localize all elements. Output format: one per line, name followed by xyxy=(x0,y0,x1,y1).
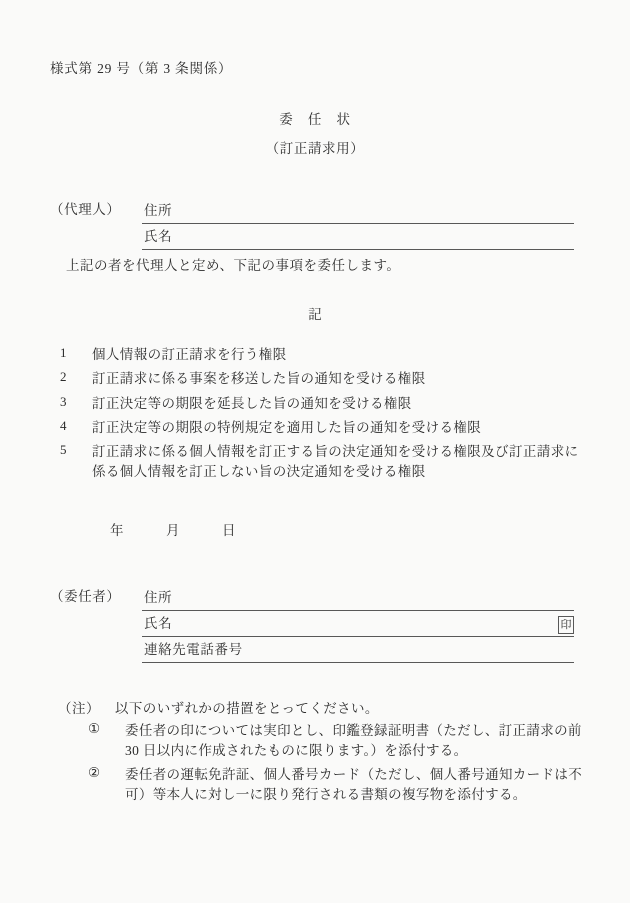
date-line[interactable]: 年 月 日 xyxy=(110,523,236,538)
page-subtitle: （訂正請求用） xyxy=(265,141,365,156)
form-number: 様式第 29 号（第 3 条関係） xyxy=(50,61,233,76)
list-item xyxy=(60,345,580,364)
notes-heading-text: 以下のいずれかの措置をとってください。 xyxy=(115,701,379,716)
list-item xyxy=(60,442,580,480)
list-item xyxy=(60,369,580,388)
delegator-name-row[interactable] xyxy=(142,611,574,637)
note-item-marker: ② xyxy=(88,764,101,780)
note-item xyxy=(58,765,583,805)
list-item xyxy=(60,394,580,413)
delegator-name-label: 氏名 xyxy=(144,616,173,631)
list-item xyxy=(60,418,580,437)
list-item-number: 1 xyxy=(60,345,67,360)
list-item-number: 4 xyxy=(60,418,67,434)
agent-name-row[interactable] xyxy=(142,224,574,250)
delegator-address-row[interactable] xyxy=(142,585,574,611)
note-item-text: 委任者の運転免許証、個人番号カード（ただし、個人番号通知カードは不可）等本人に対し一に限り発行される書類の複写物を添付する。 xyxy=(125,766,583,802)
delegator-field-list xyxy=(142,585,574,663)
notes-heading-row xyxy=(58,697,583,717)
notes-marker: （注） xyxy=(58,701,100,716)
delegator-address-label: 住所 xyxy=(144,590,173,605)
note-item-marker: ① xyxy=(88,721,101,736)
agent-field-list xyxy=(142,198,574,250)
list-item-text: 訂正請求に係る事案を移送した旨の通知を受ける権限 xyxy=(92,371,426,387)
list-item-text: 個人情報の訂正請求を行う権限 xyxy=(92,347,287,362)
list-item-number: 5 xyxy=(60,442,67,458)
agent-address-label: 住所 xyxy=(144,203,173,218)
title-block xyxy=(0,108,630,157)
ki-marker: 記 xyxy=(308,307,322,322)
note-item xyxy=(58,721,583,761)
list-item-number: 3 xyxy=(60,393,67,409)
list-item-number: 2 xyxy=(60,369,67,385)
delegated-powers-list xyxy=(60,345,580,486)
delegation-statement: 上記の者を代理人と定め、下記の事項を委任します。 xyxy=(66,258,401,273)
delegator-section-label: （委任者） xyxy=(50,589,121,604)
seal-stamp-box: 印 xyxy=(558,616,574,634)
agent-name-label: 氏名 xyxy=(144,229,173,244)
page-title: 委 任 状 xyxy=(279,112,351,127)
note-item-text: 委任者の印については実印とし、印鑑登録証明書（ただし、訂正請求の前 30 日以内に作成されたものに限ります。）を添付する。 xyxy=(125,723,582,758)
agent-address-row[interactable] xyxy=(142,198,574,224)
agent-section-label: （代理人） xyxy=(50,202,121,217)
notes-block xyxy=(58,697,583,804)
list-item-text: 訂正請求に係る個人情報を訂正する旨の決定通知を受ける権限及び訂正請求に係る個人情報を訂正しない旨の決定通知を受ける権限 xyxy=(92,444,579,479)
list-item-text: 訂正決定等の期限の特例規定を適用した旨の通知を受ける権限 xyxy=(92,420,482,436)
delegator-phone-row[interactable] xyxy=(142,637,574,663)
list-item-text: 訂正決定等の期限を延長した旨の通知を受ける権限 xyxy=(92,395,412,411)
delegator-phone-label: 連絡先電話番号 xyxy=(144,642,243,657)
